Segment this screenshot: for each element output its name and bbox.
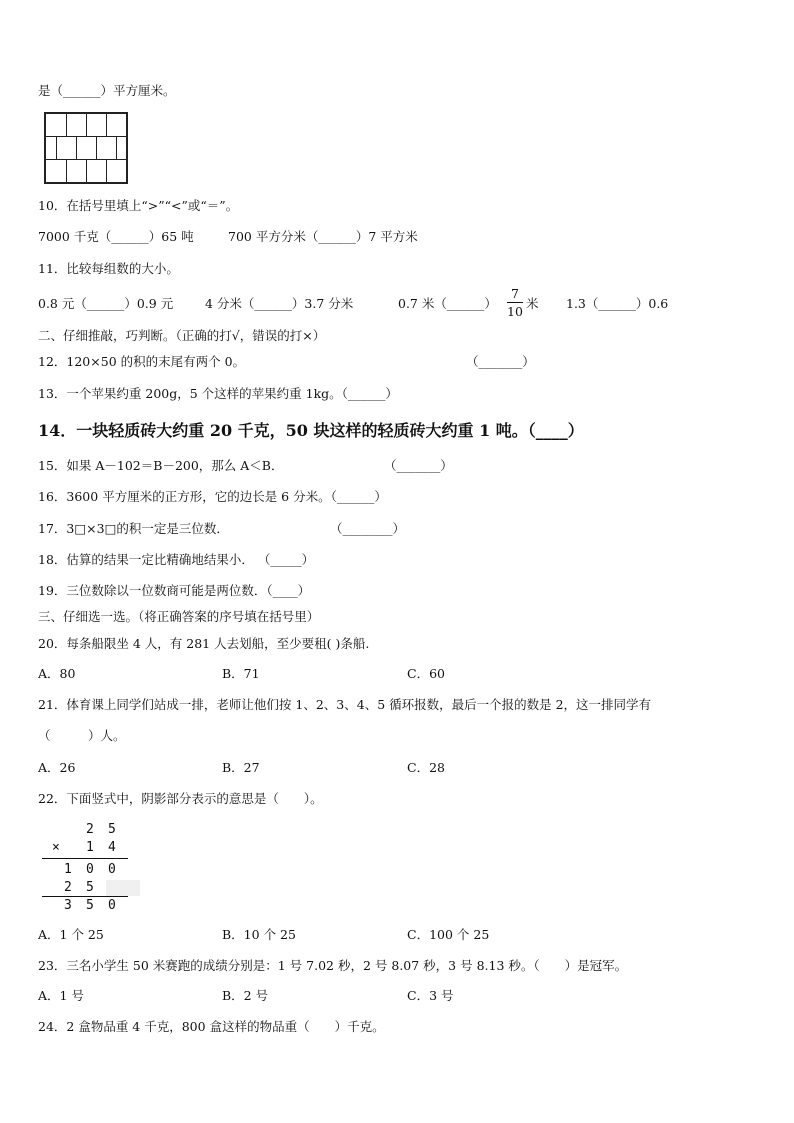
- question-21-continued: （ ）人。: [38, 728, 126, 743]
- question-15: 15．如果 A－102＝B－200，那么 A＜B．: [38, 458, 284, 473]
- q20-option-a: A．80: [38, 666, 76, 681]
- calc-digit: 2: [64, 880, 72, 895]
- question-20: 20．每条船限坐 4 人，有 281 人去划船，至少要租( )条船.: [38, 636, 370, 651]
- question-12: 12．120×50 的积的末尾有两个 0。: [38, 354, 246, 369]
- fraction-7-10: [507, 286, 523, 319]
- question-13: 13．一个苹果约重 200g，5 个这样的苹果约重 1kg。（______）: [38, 386, 398, 401]
- vertical-multiplication: [38, 820, 138, 916]
- q11-item-a: 0.8 元（______）0.9 元: [38, 296, 174, 311]
- q9-tail: 是（______）平方厘米。: [38, 83, 176, 98]
- q11-item-b: 4 分米（______）3.7 分米: [205, 296, 354, 311]
- section-3-heading: 三、仔细选一选。（将正确答案的序号填在括号里）: [38, 609, 320, 624]
- q11-item-d: 1.3（______）0.6: [566, 296, 669, 311]
- question-17: 17．3□×3□的积一定是三位数．: [38, 521, 229, 536]
- q22-option-c: C．100 个 25: [407, 927, 490, 942]
- q23-option-b: B．2 号: [222, 988, 269, 1003]
- question-16: 16．3600 平方厘米的正方形，它的边长是 6 分米。（______）: [38, 489, 387, 504]
- question-14: 14．一块轻质砖大约重 20 千克，50 块这样的轻质砖大约重 1 吨。（____）: [38, 421, 584, 440]
- question-19: 19．三位数除以一位数商可能是两位数．（____）: [38, 583, 311, 598]
- q17-answer-paren: （________）: [330, 521, 406, 536]
- calc-digit: 5: [86, 880, 94, 895]
- calc-digit: 0: [108, 898, 116, 913]
- calc-digit: 2: [86, 822, 94, 837]
- section-2-heading: 二、仔细推敲，巧判断。（正确的打√，错误的打×）: [38, 328, 326, 343]
- q20-option-c: C．60: [407, 666, 445, 681]
- calc-digit: 4: [108, 840, 116, 855]
- calc-digit: 1: [86, 840, 94, 855]
- calc-digit: 1: [64, 862, 72, 877]
- q10-item-a: 7000 千克（______）65 吨: [38, 229, 194, 244]
- calc-operator: ×: [52, 840, 60, 855]
- question-23: 23．三名小学生 50 米赛跑的成绩分别是：1 号 7.02 秒，2 号 8.07 秒，3 号 8.13 秒。（ ）是冠军。: [38, 958, 628, 973]
- calc-digit: 0: [108, 862, 116, 877]
- q21-option-b: B．27: [222, 760, 260, 775]
- question-24: 24．2 盒物品重 4 千克，800 盒这样的物品重（ ）千克。: [38, 1019, 385, 1034]
- q15-answer-paren: （_______）: [384, 458, 453, 473]
- question-21: 21．体育课上同学们站成一排，老师让他们按 1、2、3、4、5 循环报数，最后一个报的数是 2，这一排同学有: [38, 697, 652, 712]
- q10-item-b: 700 平方分米（______）7 平方米: [228, 229, 418, 244]
- calc-digit: 5: [108, 822, 116, 837]
- q11-item-c: 0.7 米（______）: [398, 296, 497, 311]
- calc-digit: 3: [64, 898, 72, 913]
- q21-option-c: C．28: [407, 760, 445, 775]
- q20-option-b: B．71: [222, 666, 260, 681]
- calc-digit: 0: [86, 862, 94, 877]
- q12-answer-paren: （_______）: [466, 354, 535, 369]
- q11-item-c-unit: 米: [526, 296, 539, 311]
- question-11: 11．比较每组数的大小。: [38, 261, 179, 276]
- question-10: 10．在括号里填上“>”“<”或“＝”。: [38, 198, 239, 213]
- question-22: 22．下面竖式中，阴影部分表示的意思是（ ）。: [38, 791, 323, 806]
- fraction-denominator: 10: [507, 304, 523, 319]
- calc-digit: 5: [86, 898, 94, 913]
- question-18: 18．估算的结果一定比精确地结果小． （_____）: [38, 552, 315, 567]
- q23-option-c: C．3 号: [407, 988, 454, 1003]
- fraction-numerator: 7: [511, 286, 519, 301]
- brick-grid-figure: [44, 112, 128, 184]
- q22-option-a: A．1 个 25: [38, 927, 104, 942]
- q22-option-b: B．10 个 25: [222, 927, 296, 942]
- q21-option-a: A．26: [38, 760, 76, 775]
- q23-option-a: A．1 号: [38, 988, 84, 1003]
- shaded-area: [106, 880, 140, 896]
